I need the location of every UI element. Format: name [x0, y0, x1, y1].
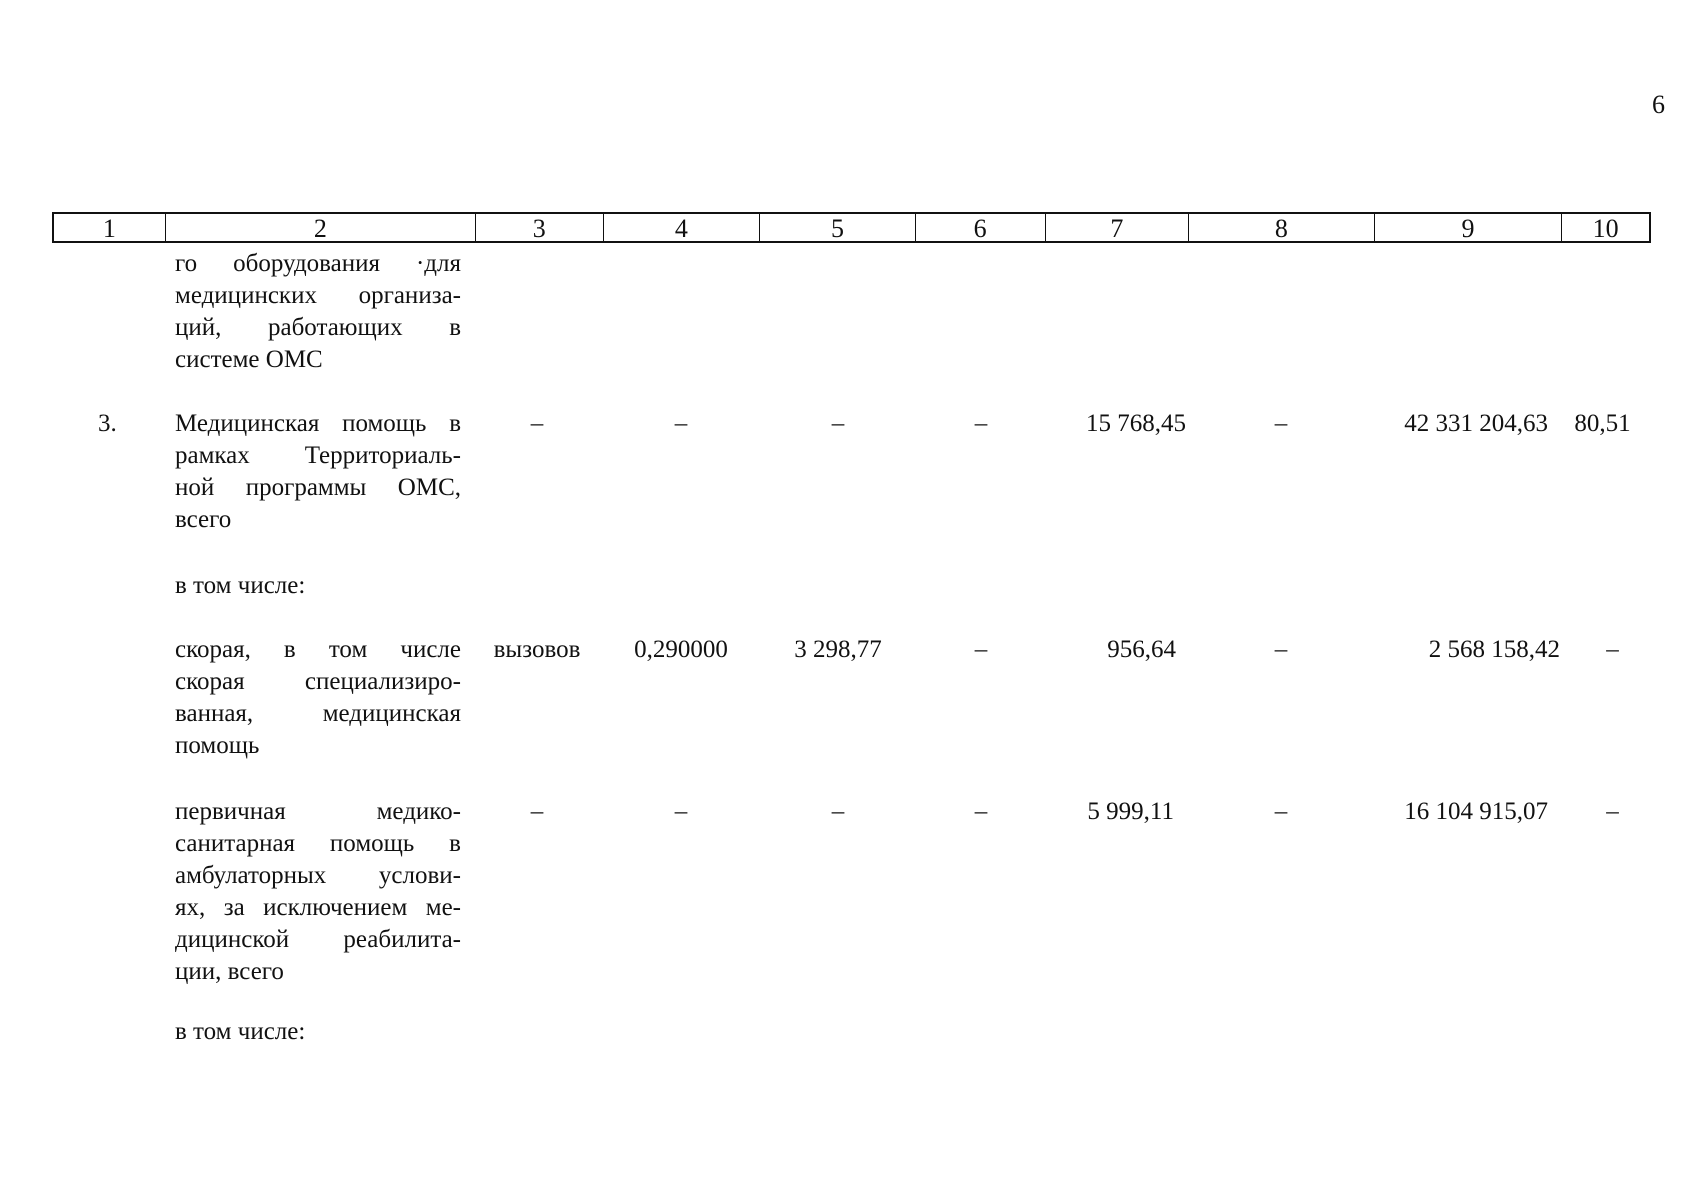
- cell-col-7: 956,64: [1107, 636, 1176, 663]
- desc-line: системе ОМС: [175, 346, 323, 373]
- desc-line: скорая, в том числе: [175, 636, 461, 663]
- desc-line: ванная, медицинская: [175, 700, 461, 727]
- row-description: [175, 248, 461, 376]
- desc-line: ции, всего: [175, 958, 284, 985]
- row-description: [175, 796, 461, 988]
- page-number: 6: [1652, 90, 1665, 119]
- desc-line: скорая специализиро-: [175, 668, 461, 695]
- cell-col-8: –: [1274, 410, 1288, 437]
- cell-col-4: 0,290000: [634, 636, 728, 663]
- table-header-row: [52, 212, 1651, 243]
- desc-line: дицинской реабилита-: [175, 926, 461, 953]
- cell-col-8: –: [1274, 798, 1288, 825]
- cell-col-10: –: [1606, 636, 1619, 663]
- header-col-10: 10: [1592, 214, 1619, 243]
- cell-col-3: –: [530, 410, 544, 437]
- cell-col-5: –: [831, 410, 845, 437]
- desc-line: ях, за исключением ме-: [175, 894, 461, 921]
- header-col-4: 4: [604, 214, 761, 241]
- cell-col-4: –: [674, 798, 688, 825]
- cell-col-7: 15 768,45: [1086, 410, 1186, 437]
- cell-col-6: –: [974, 636, 988, 663]
- desc-line: в том числе:: [175, 572, 306, 599]
- header-col-6: 6: [916, 214, 1046, 241]
- row-description: [175, 1016, 461, 1048]
- header-col-2: 2: [166, 214, 476, 241]
- cell-col-10: 80,51: [1574, 410, 1631, 437]
- header-col-8: 8: [1189, 214, 1375, 241]
- header-col-1: 1: [54, 214, 166, 241]
- cell-col-4: –: [674, 410, 688, 437]
- desc-line: всего: [175, 506, 232, 533]
- desc-line: в том числе:: [175, 1018, 306, 1045]
- row-description: [175, 570, 461, 602]
- desc-line: помощь: [175, 732, 260, 759]
- header-col-5: 5: [760, 214, 916, 241]
- desc-line: го оборудования ·для: [175, 250, 461, 277]
- cell-col-9: 42 331 204,63: [1404, 410, 1548, 437]
- cell-col-8: –: [1274, 636, 1288, 663]
- desc-line: амбулаторных услови-: [175, 862, 461, 889]
- desc-line: ций, работающих в: [175, 314, 461, 341]
- header-col-3: 3: [476, 214, 604, 241]
- desc-line: рамках Территориаль-: [175, 442, 461, 469]
- desc-line: Медицинская помощь в: [175, 410, 461, 437]
- cell-col-3: вызовов: [493, 636, 581, 663]
- cell-col-6: –: [974, 798, 988, 825]
- row-number: 3.: [98, 410, 117, 437]
- cell-col-9: 2 568 158,42: [1428, 636, 1560, 663]
- header-col-9: 9: [1375, 214, 1563, 241]
- cell-col-6: –: [974, 410, 988, 437]
- cell-col-7: 5 999,11: [1087, 798, 1174, 825]
- desc-line: санитарная помощь в: [175, 830, 461, 857]
- cell-col-5: –: [831, 798, 845, 825]
- row-description: [175, 408, 461, 536]
- row-description: [175, 634, 461, 762]
- desc-line: ной программы ОМС,: [175, 474, 461, 501]
- cell-col-10: –: [1606, 798, 1619, 825]
- header-col-7: 7: [1046, 214, 1190, 241]
- desc-line: медицинских организа-: [175, 282, 461, 309]
- cell-col-3: –: [530, 798, 544, 825]
- desc-line: первичная медико-: [175, 798, 461, 825]
- cell-col-9: 16 104 915,07: [1404, 798, 1548, 825]
- cell-col-5: 3 298,77: [794, 636, 882, 663]
